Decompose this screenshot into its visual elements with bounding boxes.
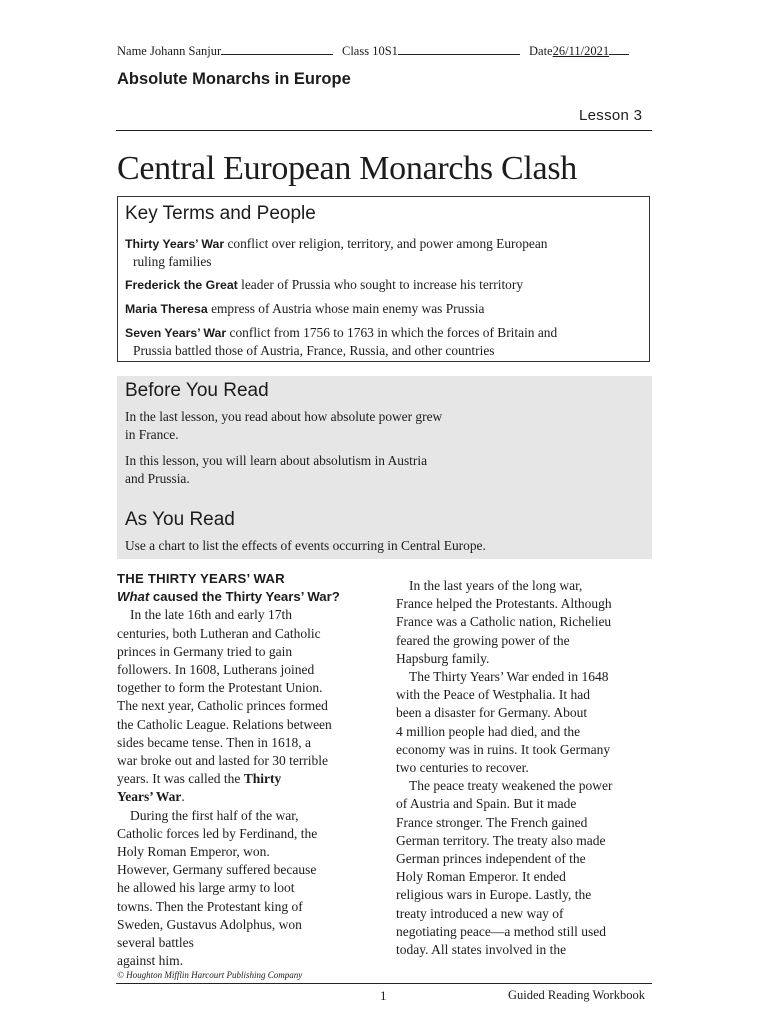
text-line [117,788,375,806]
paragraph-cont [117,625,375,807]
lesson-label: Lesson 3 [579,107,643,124]
name-label: Name [117,44,147,58]
paragraph-cont [396,686,654,777]
page-title: Central European Monarchs Clash [117,150,577,187]
text-line: treaty introduced a new way of [396,905,564,921]
text-line: German territory. The treaty also made [396,832,606,848]
text-line: France helped the Protestants. Although [396,596,612,612]
text-line: towns. Then the Protestant king of [117,898,303,914]
text-line: Holy Roman Emperor, won. [117,844,270,860]
page-number: 1 [380,988,387,1003]
paragraph [117,807,375,825]
text-line: The peace treaty weakened the power [409,778,613,794]
key-term-definition-cont: ruling families [133,254,212,269]
before-you-read-heading: Before You Read [125,380,269,401]
text-line: The Thirty Years’ War ended in 1648 [409,669,609,685]
key-terms-heading: Key Terms and People [125,203,316,224]
text-line [117,770,375,788]
text-line: religious wars in Europe. Lastly, the [396,887,592,903]
class-label: Class [342,44,370,58]
text-line: France stronger. The French gained [396,814,588,830]
unit-title: Absolute Monarchs in Europe [117,70,351,88]
key-term-inline: Years’ War [117,789,182,805]
text-line: princes in Germany tried to gain [117,643,293,659]
key-term-item [125,276,635,294]
text-line: Hapsburg family. [396,650,490,666]
text-line: German princes independent of the [396,851,586,867]
as-you-read-text: Use a chart to list the effects of events occurring in Central Europe. [125,538,486,553]
question-emphasis: What [117,589,150,605]
class-field [342,43,520,59]
lesson-divider [116,130,652,131]
question-text: caused the Thirty Years’ War? [149,589,340,605]
key-terms-list [125,235,635,365]
key-term-item [125,235,635,270]
name-value: Johann Sanjur [149,44,222,58]
text-line: been a disaster for Germany. About [396,705,588,721]
text-line: of Austria and Spain. But it made [396,796,577,812]
text-line: France was a Catholic nation, Richelieu [396,614,612,630]
paragraph [396,777,654,795]
footer-divider [116,983,652,984]
text-line: Sweden, Gustavus Adolphus, won [117,916,302,932]
name-field [117,43,333,59]
text-fragment: . [181,789,185,805]
text-line: Catholic forces led by Ferdinand, the [117,825,318,841]
key-term: Maria Theresa [125,302,208,316]
text-line: However, Germany suffered because [117,862,317,878]
key-term-inline: Thirty [243,771,282,787]
text-line: 4 million people had died, and the [396,723,581,739]
key-term-definition: empress of Austria whose main enemy was Prussia [211,301,485,316]
text-line: followers. In 1608, Lutherans joined [117,662,315,678]
paragraph-cont [396,595,654,668]
date-label: Date [529,44,553,58]
text-line: sides became tense. Then in 1618, a [117,734,311,750]
copyright-notice: © Houghton Mifflin Harcourt Publishing Company [117,970,303,980]
text-line: feared the growing power of the [396,632,570,648]
as-you-read-heading: As You Read [125,509,235,530]
text-line: he allowed his large army to loot [117,880,295,896]
key-term-definition: conflict from 1756 to 1763 in which the forces of Britain and [229,325,558,340]
key-term-definition: conflict over religion, territory, and power among European [227,236,548,251]
key-term-item [125,300,635,318]
date-value: 26/11/2021 [552,44,610,58]
text-line: against him. [117,953,183,969]
paragraph [396,577,654,595]
text-line: In the last lesson, you read about how absolute power grew [125,409,443,424]
key-terms-box [117,196,650,362]
paragraph-cont [117,825,375,971]
text-line: economy was in ruins. It took Germany [396,741,611,757]
text-line: war broke out and lasted for 30 terrible [117,753,329,769]
text-line: The next year, Catholic princes formed [117,698,328,714]
key-term-item [125,324,635,359]
reading-guide-panel [117,376,652,559]
section-question [117,588,375,606]
text-line: together to form the Protestant Union. [117,680,323,696]
text-line: During the first half of the war, [130,807,299,823]
text-line: Holy Roman Emperor. It ended [396,869,566,885]
text-line: In this lesson, you will learn about absolutism in Austria [125,453,428,468]
left-column [117,570,375,970]
paragraph [117,606,375,624]
text-line: negotiating peace—a method still used [396,923,606,939]
before-you-read-text-2 [125,452,427,487]
text-line: In the late 16th and early 17th [130,607,292,623]
section-heading: THE THIRTY YEARS’ WAR [117,571,285,586]
paragraph [396,668,654,686]
key-term-definition: leader of Prussia who sought to increase his territory [241,277,524,292]
key-term: Frederick the Great [125,278,238,292]
paragraph-cont [396,795,654,959]
text-line: several battles [117,935,194,951]
workbook-title: Guided Reading Workbook [508,988,645,1002]
key-term: Seven Years’ War [125,326,227,340]
date-field [529,43,629,59]
text-line: centuries, both Lutheran and Catholic [117,625,321,641]
text-line: In the last years of the long war, [409,578,583,593]
before-you-read-text-1 [125,408,442,443]
key-term: Thirty Years’ War [125,237,225,251]
right-column [396,577,654,959]
key-term-definition-cont: Prussia battled those of Austria, France, Russia, and other countries [133,343,495,358]
class-value: 10S1 [372,44,398,58]
text-line: two centuries to recover. [396,760,529,776]
text-line: in France. [125,426,179,442]
text-line: with the Peace of Westphalia. It had [396,687,590,703]
text-line: the Catholic League. Relations between [117,716,332,732]
text-line: and Prussia. [125,470,190,486]
text-line: today. All states involved in the [396,942,567,958]
text-fragment: years. It was called the [117,771,244,787]
